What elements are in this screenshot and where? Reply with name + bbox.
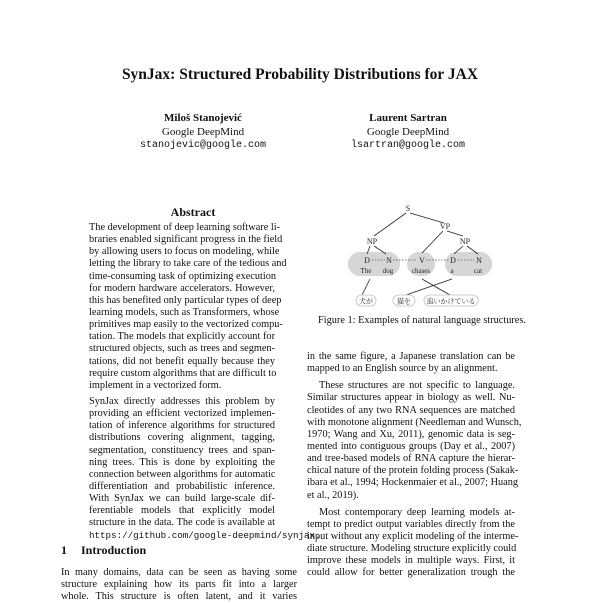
text-line: Most contemporary deep learning models at- (319, 506, 515, 518)
abstract-heading: Abstract (170, 205, 216, 219)
text-line: ferentiable models that explicitly model (89, 505, 275, 517)
text-line: In many domains, data can be seen as having some (61, 567, 297, 578)
text-line: mapped to an English source by an alignment. (307, 363, 498, 375)
text-line: could allow for better generalization trough the (307, 567, 515, 579)
paper-title: SynJax: Structured Probability Distributions for JAX (121, 66, 479, 83)
author-1 (103, 112, 303, 153)
abstract-body (89, 222, 321, 542)
text-line: with monotone alignment (Needleman and Wunsch, (307, 416, 522, 428)
tag-d: D (364, 256, 370, 265)
text-line: time-consuming task of optimizing execution (89, 270, 277, 282)
author-2 (308, 112, 508, 153)
figure-caption: Figure 1: Examples of natural language structures. (318, 315, 526, 326)
tag-v: V (419, 256, 425, 265)
section-number: 1 (61, 543, 67, 557)
text-line: connection between algorithms for automatic (89, 468, 276, 480)
word: cat (473, 267, 483, 275)
text-line: differentiation and probabilistic inference. (89, 480, 275, 492)
section-title: Introduction (81, 543, 147, 557)
text-line: et al., 2019). (307, 489, 359, 501)
text-line: ning trees. This is done by exploiting the (89, 456, 275, 468)
text-line: implement in a vectorized form. (89, 379, 222, 391)
intro-paragraph (61, 567, 297, 603)
tag-n: N (386, 256, 392, 265)
text-line: braries enabled significant progress in the field (89, 234, 283, 246)
text-line: tation. The models that explicitly account for (89, 331, 275, 343)
text-line: this has benefited only particular types of deep (89, 294, 282, 306)
text-line: letting the library to take care of the tedious and (89, 258, 287, 270)
node-np: NP (459, 237, 471, 246)
japanese-word: 追いかけている (426, 297, 476, 306)
text-line: 1970; Wang and Xu, 2011), genomic data is seg- (307, 428, 515, 440)
text-line: and tree-based models of RNA capture the hierar- (307, 453, 515, 465)
text-line: diate structure. Modeling structure explicitly could (307, 543, 517, 555)
word: chases (411, 267, 431, 275)
text-line: by allowing users to focus on modeling, while (89, 246, 280, 258)
text-line: improve these models in multiple ways. First, it (307, 555, 515, 567)
text-line: structure in the data. The code is available at (89, 517, 275, 529)
word: a (450, 267, 454, 275)
tag-d: D (450, 256, 456, 265)
text-line: whole. This structure is often latent, and it varies (61, 591, 297, 603)
text-line: With SynJax we can build large-scale dif- (89, 493, 275, 505)
author-email: stanojevic@google.com (139, 140, 267, 151)
text-line: These structures are not specific to language. (319, 380, 515, 392)
text-line: structure explaining how its parts fit into a larger (61, 579, 297, 591)
text-line: for modern hardware accelerators. However, (89, 282, 275, 294)
section-heading (61, 543, 146, 558)
text-line: mented into contiguous groups (Day et al., 2007) (307, 440, 515, 452)
text-line: Similar structures appear in biology as well. Nu- (307, 392, 515, 404)
code-link[interactable]: https://github.com/google-deepmind/synjax. (89, 529, 321, 541)
paragraph (307, 380, 522, 501)
text-line: tation of inference algorithms for structured (89, 420, 275, 432)
right-column-text (307, 351, 522, 580)
text-line: require custom algorithms that are difficult to (89, 367, 277, 379)
node-np: NP (366, 237, 378, 246)
word: dog (382, 267, 394, 275)
text-line: structured objects, such as trees and segmen- (89, 343, 275, 355)
text-line: learning models, such as Transformers, whose (89, 306, 280, 318)
author-name: Miloš Stanojević (164, 112, 242, 124)
abstract-paragraph-1 (89, 222, 287, 392)
paragraph (307, 351, 515, 375)
node-s: S (405, 204, 411, 213)
author-affiliation: Google DeepMind (161, 125, 245, 138)
figure-1 (300, 195, 550, 315)
text-line: tations, did not benefit equally because they (89, 355, 275, 367)
text-line: cleotides of any two RNA sequences are matched (307, 404, 515, 416)
text-line: primitives map easily to the vectorized compu- (89, 319, 283, 331)
text-line: SynJax directly addresses this problem by (89, 395, 275, 407)
text-line: providing an efficient vectorized implemen- (89, 408, 275, 420)
japanese-word: 犬が (359, 297, 373, 306)
japanese-word: 猫を (397, 297, 411, 306)
text-line: tempt to predict output variables directly from the (307, 518, 515, 530)
text-line: The development of deep learning software li- (89, 222, 280, 233)
abstract-paragraph-2 (89, 396, 275, 530)
text-line: input without any explicit modeling of the interme- (307, 530, 519, 542)
author-name: Laurent Sartran (369, 112, 447, 124)
paragraph (307, 506, 519, 580)
text-line: ibara et al., 1994; Hockenmaier et al., 2007; Huang (307, 477, 519, 489)
text-line: in the same figure, a Japanese translation can be (307, 351, 515, 362)
node-vp: VP (439, 222, 451, 231)
author-affiliation: Google DeepMind (366, 125, 450, 138)
text-line: distributions covering alignment, tagging, (89, 432, 275, 444)
tag-n: N (476, 256, 482, 265)
word: The (360, 267, 372, 275)
author-email: lsartran@google.com (350, 140, 466, 151)
text-line: chical nature of the protein folding process (Sakak- (307, 465, 519, 477)
text-line: segmentation, constituency trees and span- (89, 444, 275, 456)
